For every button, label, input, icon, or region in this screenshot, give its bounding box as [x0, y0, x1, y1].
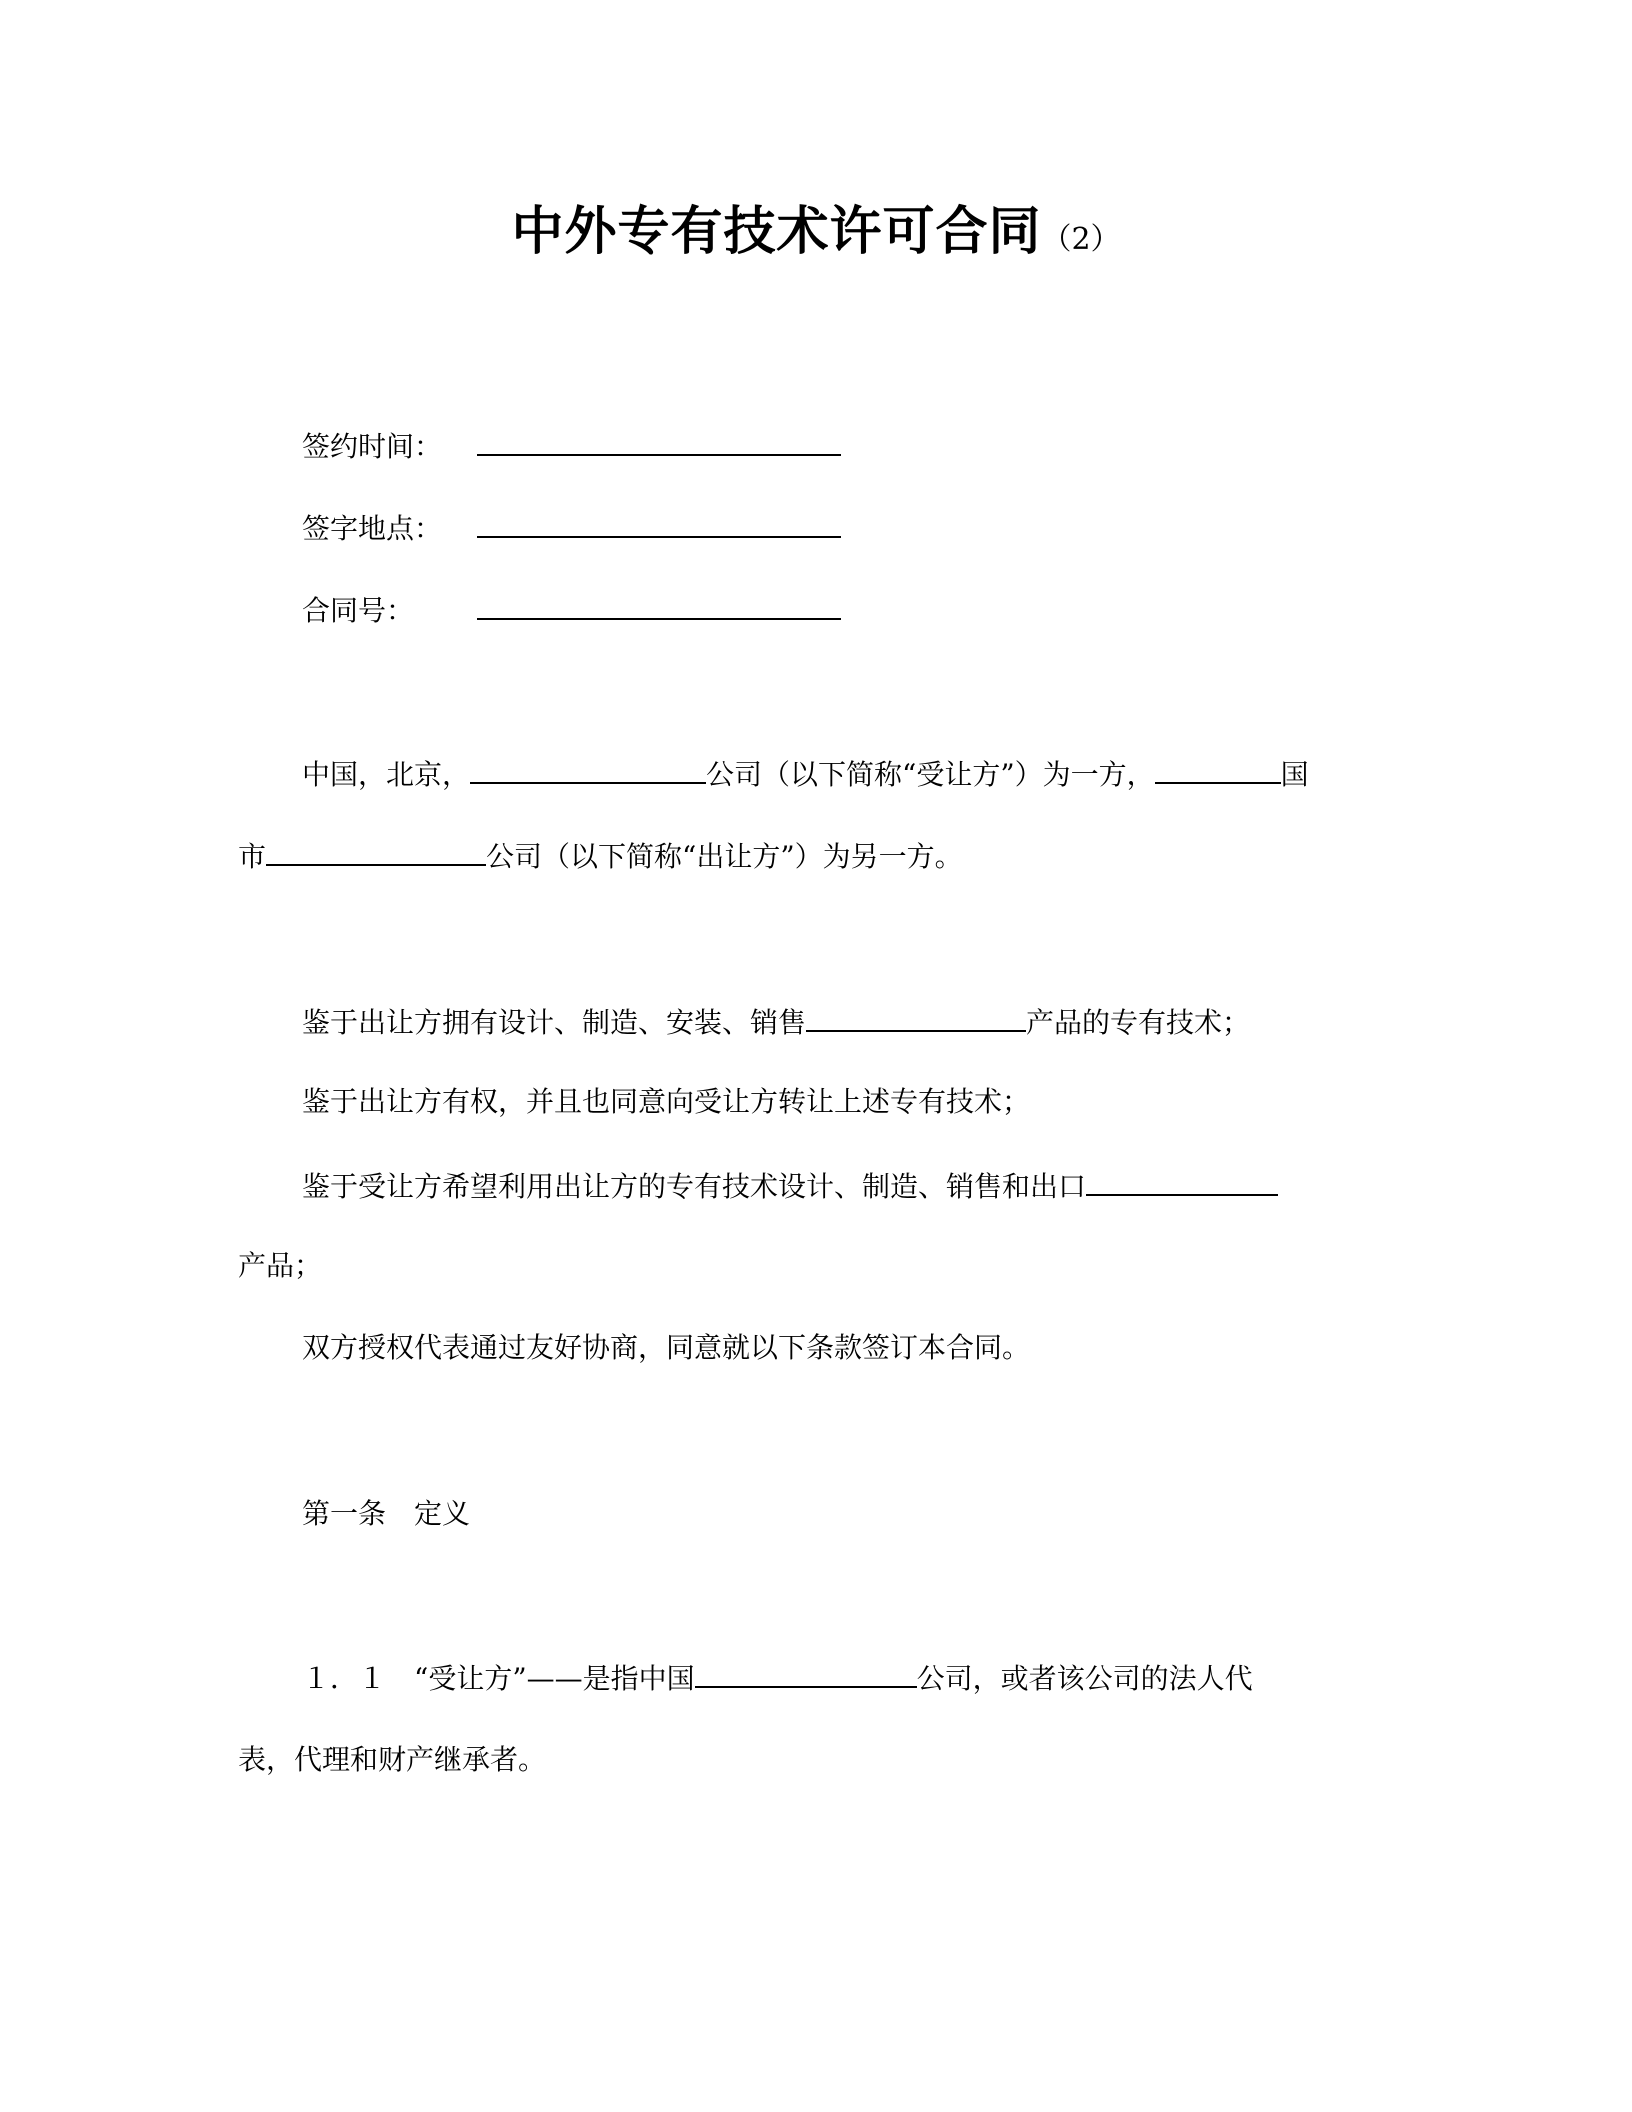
recital-text: 产品的专有技术； — [1026, 1006, 1251, 1039]
field-label: 签字地点： — [302, 512, 443, 545]
field-signing-time — [302, 424, 841, 467]
recital-text: 鉴于出让方有权，并且也同意向受让方转让上述专有技术； — [302, 1085, 1031, 1118]
blank-line — [266, 834, 486, 866]
blank-line — [1155, 752, 1281, 784]
recital-text: 鉴于出让方拥有设计、制造、安装、销售 — [302, 1006, 807, 1039]
recital-text: 产品； — [238, 1249, 323, 1282]
recital-4 — [302, 1328, 1030, 1368]
document-title — [0, 192, 1632, 285]
recital-text: 双方授权代表通过友好协商，同意就以下条款签订本合同。 — [302, 1331, 1031, 1364]
blank-line — [470, 752, 706, 784]
intro-text: 国 — [1280, 758, 1309, 791]
blank-line — [477, 424, 841, 456]
title-suffix: （2） — [1041, 222, 1121, 257]
intro-text: 公司（以下简称“受让方”）为一方， — [706, 758, 1155, 791]
field-contract-no — [302, 588, 841, 631]
blank-line — [695, 1656, 917, 1688]
blank-line — [806, 1000, 1026, 1032]
intro-text: 中国，北京， — [302, 758, 471, 791]
field-signing-place — [302, 506, 841, 549]
blank-line — [477, 506, 841, 538]
intro-text: 市 — [238, 840, 267, 873]
blank-line — [477, 588, 841, 620]
clause-1-1-line-1 — [302, 1656, 1253, 1699]
article-1-heading — [302, 1494, 470, 1534]
field-label: 签约时间： — [302, 430, 443, 463]
article-heading: 第一条 定义 — [302, 1497, 471, 1530]
title-text: 中外专有技术许可合同 — [511, 202, 1042, 262]
clause-text: 公司，或者该公司的法人代 — [916, 1662, 1253, 1695]
clause-text: １．１ “受让方”——是指中国 — [302, 1662, 695, 1695]
recital-3-line-1 — [302, 1164, 1278, 1207]
clause-1-1-line-2 — [238, 1740, 546, 1780]
blank-line — [1086, 1164, 1278, 1196]
recital-text: 鉴于受让方希望利用出让方的专有技术设计、制造、销售和出口 — [302, 1170, 1087, 1203]
recital-3-line-2 — [238, 1246, 322, 1286]
intro-paragraph-line-1 — [302, 752, 1309, 795]
recital-1 — [302, 1000, 1250, 1043]
clause-text: 表，代理和财产继承者。 — [238, 1743, 547, 1776]
recital-2 — [302, 1082, 1030, 1122]
field-label: 合同号： — [302, 594, 415, 627]
intro-text: 公司（以下简称“出让方”）为另一方。 — [486, 840, 963, 873]
intro-paragraph-line-2 — [238, 834, 963, 877]
